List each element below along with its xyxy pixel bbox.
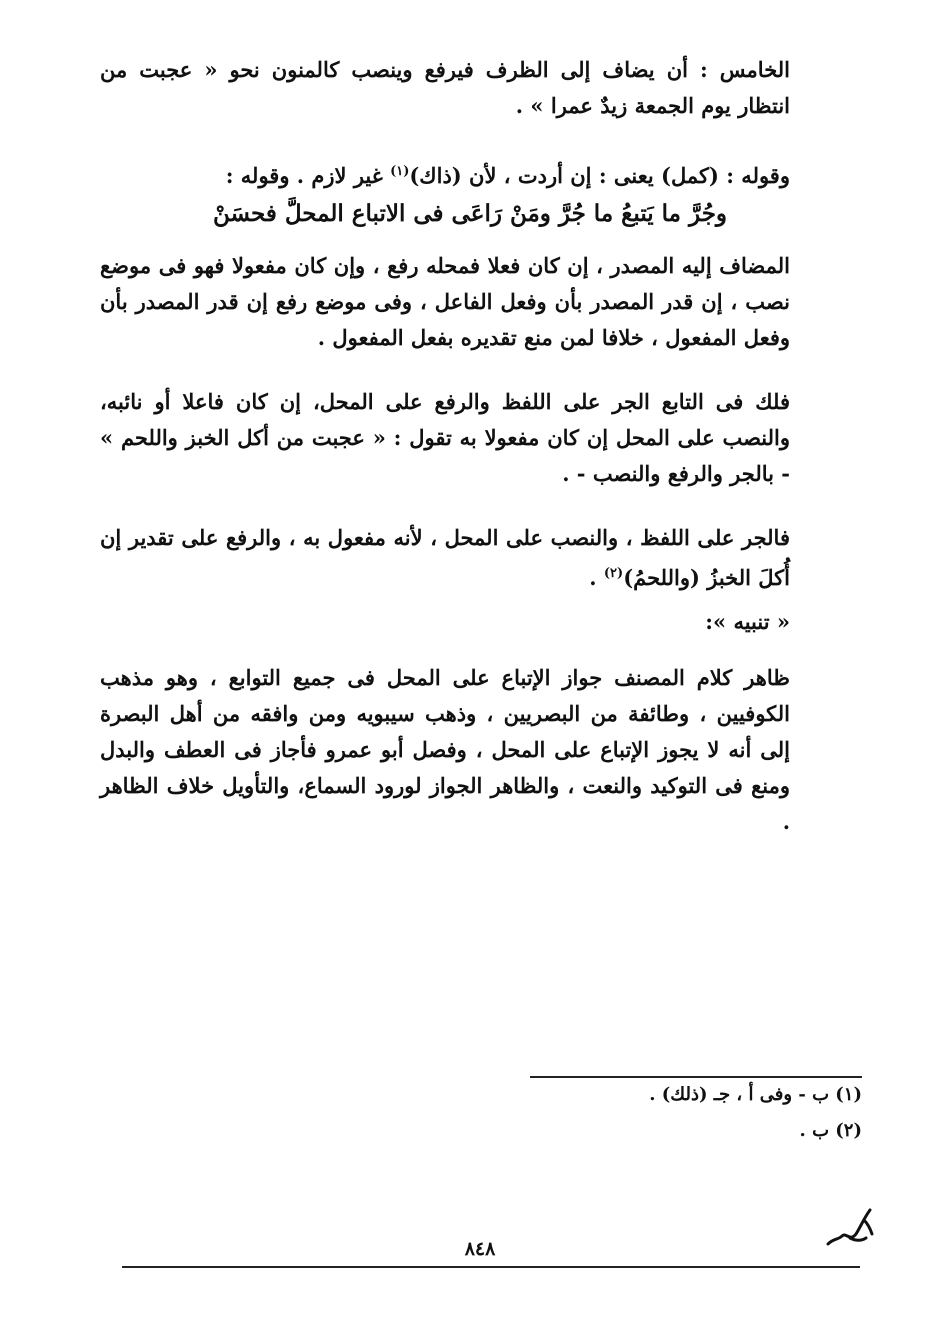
verse-line: وجُرَّ ما يَتبعُ ما جُرَّ ومَنْ رَاعَى فى الاتباع المحلَّ فحسَنْ [212, 200, 728, 227]
paragraph-2-text-end: غير لازم . وقوله : [225, 163, 391, 188]
footnote-1: (١) ب - وفى أ ، جـ (ذلك) . [649, 1084, 862, 1105]
paragraph-5-end: . [589, 565, 604, 590]
paragraph-2-text: وقوله : (كمل) يعنى : إن أردت ، لأن (ذاك) [409, 163, 790, 188]
signature-mark-icon [820, 1198, 880, 1258]
paragraph-4: فلك فى التابع الجر على اللفظ والرفع على المحل، إن كان فاعلا أو نائبه، والنصب على المحل إن كان مفعولا به تقول : « عجبت من أكل الخبز واللحم » - بالجر والرفع والنصب - . [100, 389, 790, 486]
paragraph-5 [100, 520, 790, 596]
footnote-ref-2: (٢) [603, 566, 624, 581]
section-heading: « تنبيه »: [705, 609, 790, 634]
footnote-divider [530, 1076, 862, 1078]
paragraph-2 [100, 154, 790, 194]
paragraph-6: ظاهر كلام المصنف جواز الإتباع على المحل فى جميع التوابع ، وهو مذهب الكوفيين ، وطائفة من البصريين ، وذهب سيبويه ومن وافقه من أهل البصرة إلى أنه لا يجوز الإتباع على المحل ، وفصل أبو عمرو فأجاز فى العطف والبدل ومنع فى التوكيد والنعت ، والظاهر الجواز لورود السماع، والتأويل خلاف الظاهر . [100, 665, 790, 834]
paragraph-3: المضاف إليه المصدر ، إن كان فعلا فمحله رفع ، وإن كان مفعولا فهو فى موضع نصب ، إن قدر المصدر بأن وفعل الفاعل ، وفى موضع رفع إن قدر المصدر بأن وفعل المفعول ، خلافا لمن منع تقديره بفعل المفعول . [100, 253, 790, 350]
paragraph-5-text: فالجر على اللفظ ، والنصب على المحل ، لأنه مفعول به ، والرفع على تقدير إن أُكلَ الخبزُ (واللحمُ) [100, 525, 790, 590]
page-number: ٨٤٨ [464, 1238, 496, 1260]
footnote-2: (٢) ب . [799, 1120, 862, 1141]
footnote-ref-1: (١) [390, 164, 410, 179]
bottom-divider [122, 1266, 860, 1268]
paragraph-1: الخامس : أن يضاف إلى الظرف فيرفع وينصب كالمنون نحو « عجبت من انتظار يوم الجمعة زيدٌ عمرا » . [100, 57, 790, 118]
